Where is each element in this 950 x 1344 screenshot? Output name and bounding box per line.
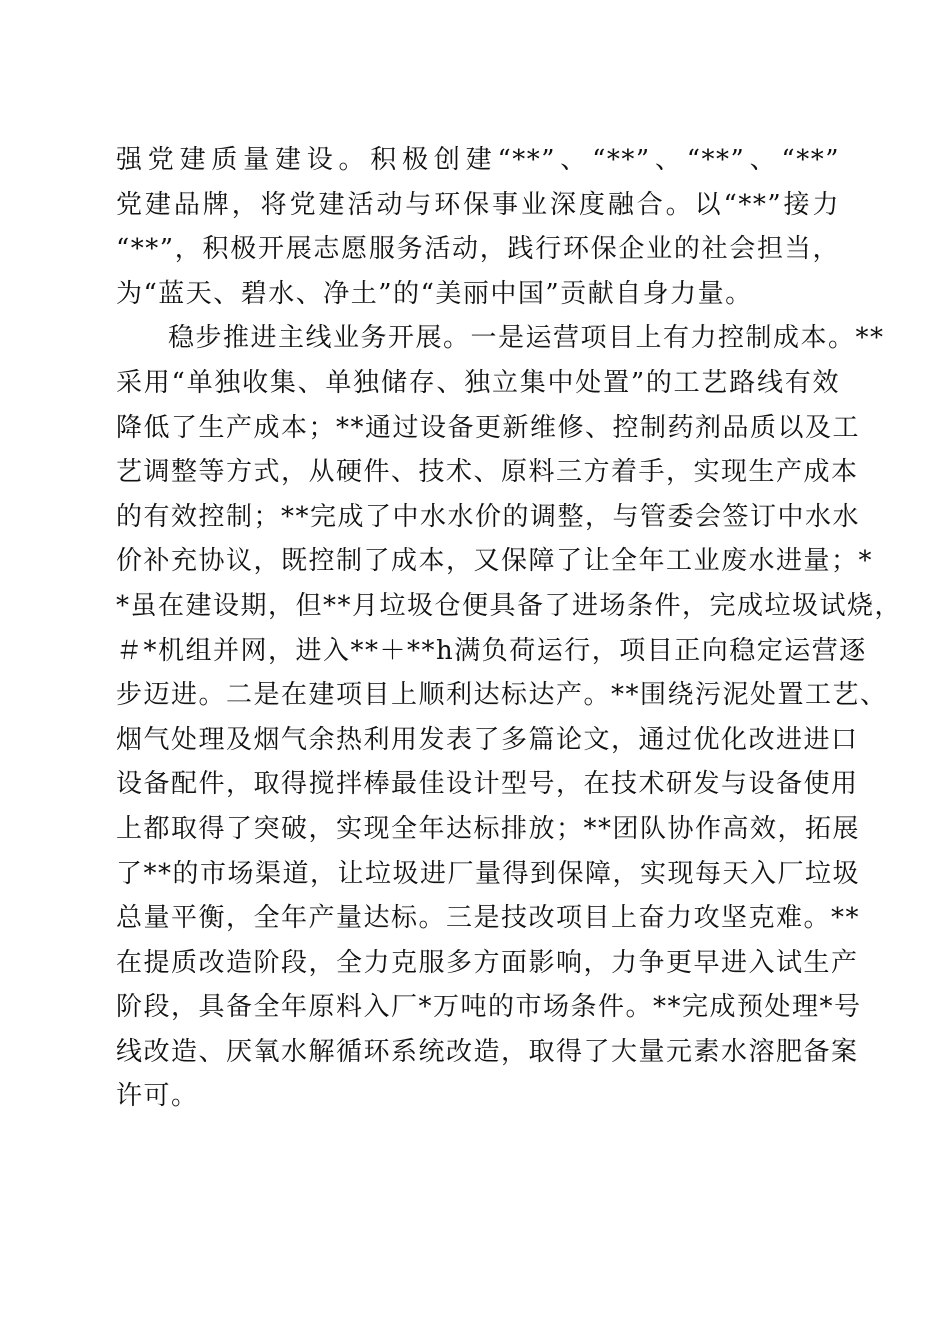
paragraph-line: 上都取得了突破，实现全年达标排放；**团队协作高效，拓展	[116, 813, 861, 844]
body-text	[116, 138, 903, 1119]
paragraph-line: 步迈进。二是在建项目上顺利达标达产。**围绕污泥处置工艺、	[116, 680, 888, 711]
paragraph-line: 强党建质量建设。积极创建“**”、“**”、“**”、“**”	[116, 145, 840, 175]
paragraph-line: 线改造、厌氧水解循环系统改造，取得了大量元素水溶肥备案	[116, 1036, 859, 1067]
paragraph-line: “**”，积极开展志愿服务活动，践行环保企业的社会担当，	[116, 234, 840, 265]
paragraph-line: 了**的市场渠道，让垃圾进厂量得到保障，实现每天入厂垃圾	[116, 858, 861, 889]
paragraph-line: 总量平衡，全年产量达标。三是技改项目上奋力攻坚克难。**	[116, 903, 861, 934]
paragraph-line: 党建品牌，将党建活动与环保事业深度融合。以“**”接力	[116, 189, 840, 220]
paragraph-line: 烟气处理及烟气余热利用发表了多篇论文，通过优化改进进口	[116, 724, 859, 755]
paragraph-line: 阶段，具备全年原料入厂*万吨的市场条件。**完成预处理*号	[116, 992, 862, 1023]
paragraph-line: 采用“单独收集、单独储存、独立集中处置”的工艺路线有效	[116, 367, 840, 398]
paragraph-line: 降低了生产成本；**通过设备更新维修、控制药剂品质以及工	[116, 412, 861, 443]
paragraph-line: *虽在建设期，但**月垃圾仓便具备了进场条件，完成垃圾试烧，	[116, 590, 903, 621]
paragraph-line: 的有效控制；**完成了中水水价的调整，与管委会签订中水水	[116, 501, 861, 532]
paragraph-line: 许可。	[116, 1081, 199, 1112]
paragraph-line: ＃*机组并网，进入**＋**h满负荷运行，项目正向稳定运营逐	[116, 635, 867, 666]
paragraph-line: 为“蓝天、碧水、净土”的“美丽中国”贡献自身力量。	[116, 278, 753, 309]
paragraph-line: 设备配件，取得搅拌棒最佳设计型号，在技术研发与设备使用	[116, 769, 859, 800]
paragraph-line: 在提质改造阶段，全力克服多方面影响，力争更早进入试生产	[116, 947, 859, 978]
paragraph-line: 价补充协议，既控制了成本，又保障了让全年工业废水进量；*	[116, 546, 874, 577]
paragraph-line: 稳步推进主线业务开展。一是运营项目上有力控制成本。**	[168, 323, 885, 354]
paragraph-line: 艺调整等方式，从硬件、技术、原料三方着手，实现生产成本	[116, 457, 859, 488]
